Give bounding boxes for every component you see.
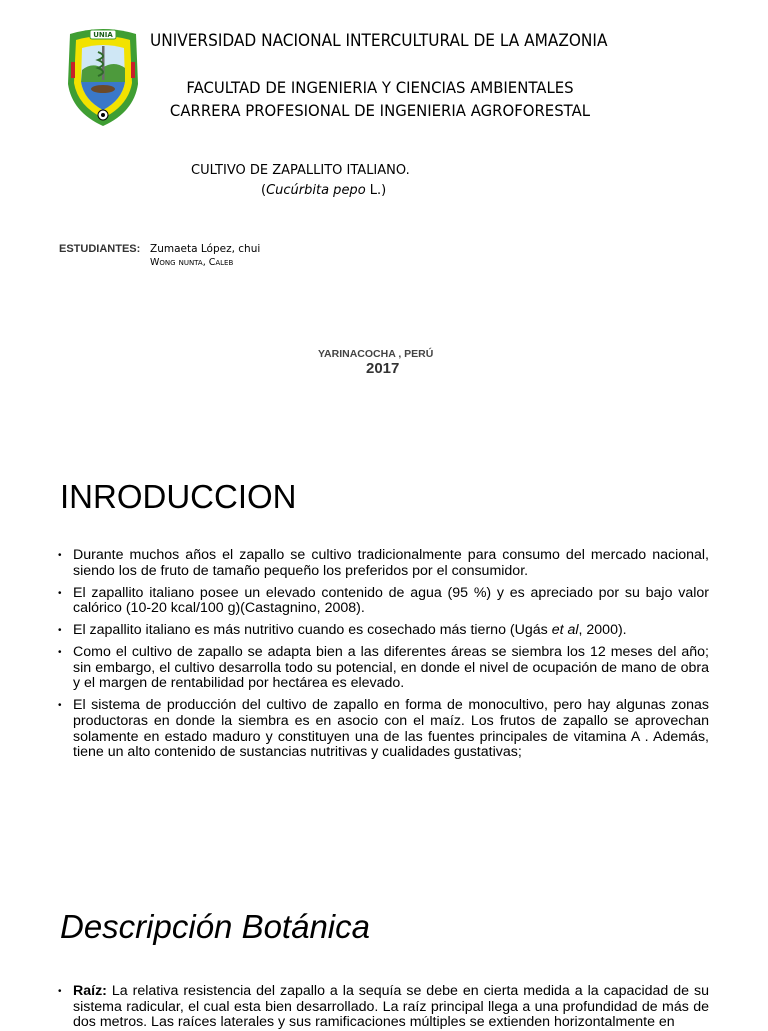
document-title: CULTIVO DE ZAPALLITO ITALIANO. (191, 163, 410, 178)
term-label: Raíz: (73, 983, 107, 999)
location: YARINACOCHA , PERÚ (318, 348, 434, 360)
student-name: Zumaeta López, chui (150, 243, 261, 255)
students-label: ESTUDIANTES: (59, 243, 141, 255)
list-item: • Como el cultivo de zapallo se adapta bien a las diferentes áreas se siembra los 12 meses del año; sin embargo, el cultivo desarrolla todo su potencial, en donde el nivel de ocupación de mano de obra y el margen de rentabilidad por hectárea es elevado. (58, 644, 709, 692)
scientific-name: (Cucúrbita pepo L.) (261, 183, 387, 198)
university-seal-icon (62, 26, 144, 128)
bullet-icon: • (58, 700, 62, 712)
bullet-icon: • (58, 550, 62, 561)
bullet-icon: • (58, 587, 62, 599)
university-logo (62, 26, 144, 128)
bullet-icon: • (58, 647, 62, 659)
career-name: CARRERA PROFESIONAL DE INGENIERIA AGROFORESTAL (169, 101, 591, 120)
list-item: • Durante muchos años el zapallo se cultivo tradicionalmente para consumo del mercado nacional, siendo los de fruto de tamaño pequeño los preferidos por el consumidor. (58, 547, 709, 579)
list-item: • El zapallito italiano es más nutritivo cuando es cosechado más tierno (Ugás et al, 2000). (58, 622, 627, 639)
term-description: La relativa resistencia del zapallo a la sequía se debe en cierta medida a la capacidad de su sistema radicular, el cual esta bien desarrollado. La raíz principal llega a una profundidad de más de dos metros. Las raíces laterales y sus ramificaciones múltiples se extienden horizontalmente en (73, 983, 709, 1031)
section-heading-introduction: INRODUCCION (60, 478, 297, 515)
bullet-icon: • (58, 625, 62, 637)
year: 2017 (366, 360, 400, 377)
list-item: • El zapallito italiano posee un elevado contenido de agua (95 %) y es apreciado por su bajo valor calórico (10-20 kcal/100 g)(Castagnino, 2008). (58, 584, 709, 617)
student-name: Wong nunta, Caleb (150, 257, 234, 268)
list-item: • El sistema de producción del cultivo de zapallo en forma de monocultivo, pero hay algunas zonas productoras en donde la siembra es en asocio con el maíz. Los frutos de zapallo se aprovechan solamente en estado maduro y constituyen una de las fuentes principales de vitamina A . Además, tiene un alto contenido de sustancias nutritivas y cualidades gustativas; (58, 697, 709, 761)
university-name: UNIVERSIDAD NACIONAL INTERCULTURAL DE LA AMAZONIA (150, 31, 608, 50)
section-heading-botanical-description: Descripción Botánica (60, 908, 370, 945)
introduction-list (57, 548, 709, 767)
faculty-name: FACULTAD DE INGENIERIA Y CIENCIAS AMBIENTALES (186, 78, 574, 97)
scientific-name-italic: Cucúrbita pepo (266, 183, 366, 198)
svg-text:UNIA: UNIA (93, 31, 113, 39)
bullet-icon: • (58, 986, 62, 997)
